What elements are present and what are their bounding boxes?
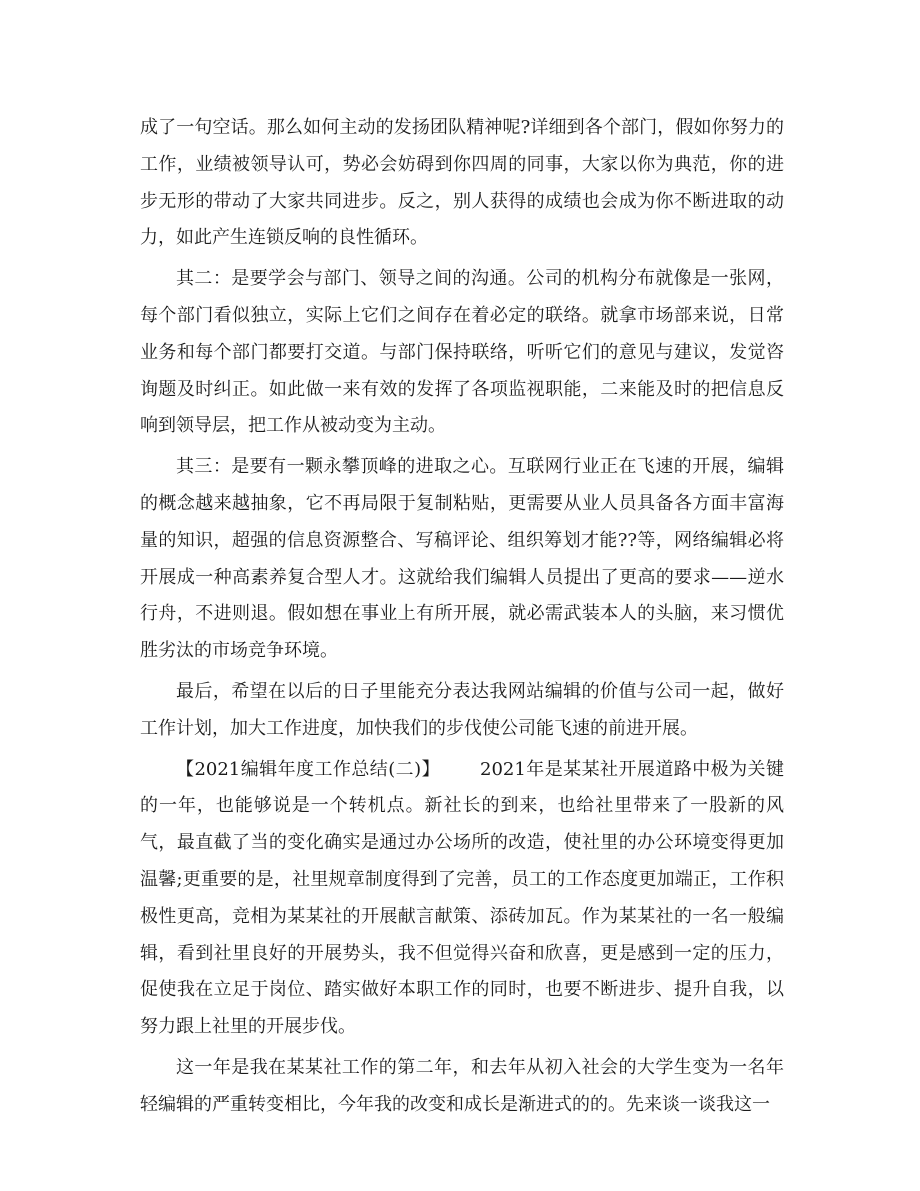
section-heading: 【2021编辑年度工作总结(二)】	[176, 758, 441, 780]
paragraph-teamwork-continuation: 成了一句空话。那么如何主动的发扬团队精神呢?详细到各个部门，假如你努力的工作，业绩被领导认可，势必会妨碍到你四周的同事，大家以你为典范，你的进步无形的带动了大家共同进步。反之，别人获得的成绩也会成为你不断进取的动力，如此产生连锁反响的良性循环。	[140, 117, 784, 249]
paragraph-conclusion: 最后，希望在以后的日子里能充分表达我网站编辑的价值与公司一起，做好工作计划，加大工作进度，加快我们的步伐使公司能飞速的前进开展。	[140, 680, 784, 739]
document-body	[140, 110, 784, 1128]
paragraph-communication: 其二：是要学会与部门、领导之间的沟通。公司的机构分布就像是一张网，每个部门看似独立，实际上它们之间存在着必定的联络。就拿市场部来说，日常业务和每个部门都要打交道。与部门保持联络，听听它们的意见与建议，发觉咨询题及时纠正。如此做一来有效的发挥了各项监视职能，二来能及时的把信息反响到领导层，把工作从被动变为主动。	[140, 268, 784, 437]
paragraph-summary-two	[140, 752, 784, 1046]
paragraph-second-year: 这一年是我在某某社工作的第二年，和去年从初入社会的大学生变为一名年轻编辑的严重转变相比，今年我的改变和成长是渐进式的的。先来谈一谈我这一	[140, 1056, 784, 1115]
paragraph-summary-two-text: 2021年是某某社开展道路中极为关键的一年，也能够说是一个转机点。新社长的到来，也给社里带来了一股新的风气，最直截了当的变化确实是通过办公场所的改造，使社里的办公环境变得更加温馨;更重要的是，社里规章制度得到了完善，员工的工作态度更加端正，工作积极性更高，竞相为某某社的开展献言献策、添砖加瓦。作为某某社的一名一般编辑，看到社里良好的开展势头，我不但觉得兴奋和欣喜，更是感到一定的压力，促使我在立足于岗位、踏实做好本职工作的同时，也要不断进步、提升自我，以努力跟上社里的开展步伐。	[140, 758, 785, 1038]
paragraph-ambition: 其三：是要有一颗永攀顶峰的进取之心。互联网行业正在飞速的开展，编辑的概念越来越抽象，它不再局限于复制粘贴，更需要从业人员具备各方面丰富海量的知识，超强的信息资源整合、写稿评论、组织筹划才能??等，网络编辑必将开展成一种高素养复合型人才。这就给我们编辑人员提出了更高的要求——逆水行舟，不进则退。假如想在事业上有所开展，就必需武装本人的头脑，来习惯优胜劣汰的市场竞争环境。	[140, 456, 784, 662]
